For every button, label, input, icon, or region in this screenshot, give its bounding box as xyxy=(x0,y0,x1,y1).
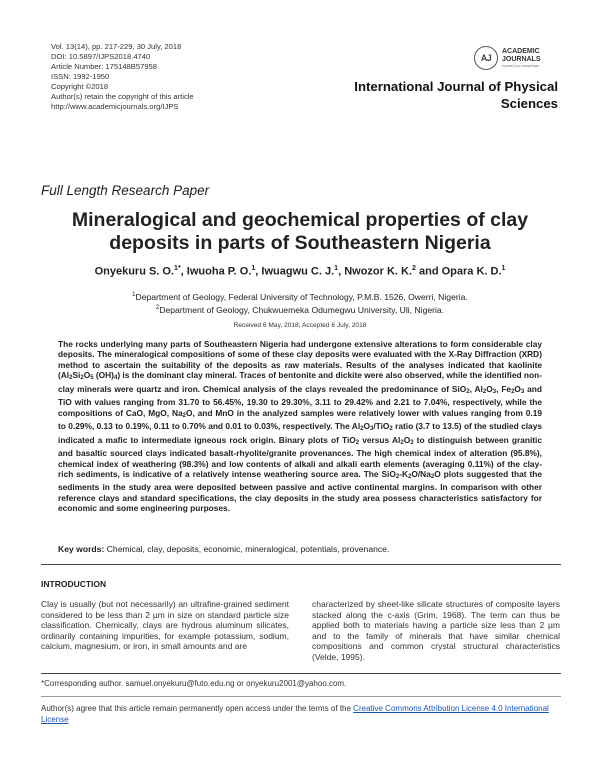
license-note xyxy=(41,704,561,725)
meta-line: Author(s) retain the copyright of this article xyxy=(51,92,194,101)
journal-name-line2: Sciences xyxy=(500,96,558,111)
footer-divider xyxy=(41,673,561,674)
author-list: Onyekuru S. O.$^{1*}$, Iwuoha P. O.$^1$, Iwuagwu C. J.$^1$, Nwozor K. K.$^2$ and Opara K. D.$^1$ xyxy=(94,265,506,278)
article-title xyxy=(40,209,560,255)
author-name: Onyekuru S. O. xyxy=(94,265,175,278)
journal-name xyxy=(258,78,558,112)
meta-line: ISSN: 1992-1950 xyxy=(51,72,110,81)
author-name: Nwozor K. K. xyxy=(344,265,413,278)
title-line1: Mineralogical and geochemical properties of clay xyxy=(71,209,529,231)
publisher-logo xyxy=(474,44,574,74)
author-mark: 2 xyxy=(412,265,416,272)
journal-name-line1: International Journal of Physical xyxy=(354,79,558,94)
affiliation xyxy=(40,303,560,316)
body-column-left: Clay is usually (but not necessarily) an ultrafine-grained sediment considered to be less than 2 µm in size on standard particle size classification. Chemically, clays are hydrous aluminum silicates, ordinarily containing impurities, for example potassium, sodium, calcium, magnesium, or iron, in small amounts and are xyxy=(41,599,289,652)
meta-line: http://www.academicjournals.org/IJPS xyxy=(51,102,179,111)
meta-line: Vol. 13(14), pp. 217-229, 30 July, 2018 xyxy=(51,42,182,51)
received-dates: Received 6 May, 2018; Accepted 6 July, 2018 xyxy=(233,322,367,329)
logo-mark-icon: AJ xyxy=(474,46,498,70)
author-name: Opara K. D. xyxy=(441,265,502,278)
footer-divider-2 xyxy=(41,696,561,697)
logo-name-line1: ACADEMIC xyxy=(502,48,540,55)
keywords-label: Key words: xyxy=(58,544,105,554)
affiliation-mark: 1 xyxy=(132,292,136,298)
license-link[interactable]: Creative Commons Attribution License 4.0 International License xyxy=(41,704,549,724)
logo-name xyxy=(502,48,541,64)
author-mark: 1* xyxy=(174,265,181,272)
author-name: Iwuoha P. O. xyxy=(186,265,252,278)
meta-line: Copyright ©2018 xyxy=(51,82,109,91)
logo-tagline: expand your knowledge xyxy=(502,64,539,68)
meta-line: Article Number: 175148B57958 xyxy=(51,62,157,71)
intro-heading: INTRODUCTION xyxy=(41,579,107,589)
author-mark: 1 xyxy=(251,265,256,272)
affiliation xyxy=(40,290,560,303)
author-mark: 1 xyxy=(334,265,339,272)
corresponding-author: *Corresponding author. samuel.onyekuru@futo.edu.ng or onyekuru2001@yahoo.com. xyxy=(41,679,347,688)
author-mark: 1 xyxy=(501,265,506,272)
affiliation-text: Department of Geology, Chukwuemeka Odumegwu University, Uli, Nigeria. xyxy=(159,305,445,316)
meta-line: DOI: 10.5897/IJPS2018.4740 xyxy=(51,52,151,61)
section-divider xyxy=(41,564,561,565)
affiliation-mark: 2 xyxy=(155,305,160,312)
author-name: Iwuagwu C. J. xyxy=(261,265,335,278)
body-column-right: characterized by sheet-like silicate structures of composite layers stacked along the c-axis (Grim, 1968). The term can thus be applied both to materials having a particle size less than 2 µm and to the family of minerals that have similar chemical compositions and common crystal structural characteristics (Velde, 1995). xyxy=(312,599,560,662)
abstract: The rocks underlying many parts of Southeastern Nigeria had undergone extensive alterations to form considerable clay deposits. The mineralogical compositions of some of these clay deposits were evaluated with the X-Ray Diffraction (XRD) method to ascertain the suitability of the deposits as raw materials. Results of the analyses indicated that kaolinite (Al2Si2O5 (OH)4) is the dominant clay mineral. Traces of bentonite and dickite were also observed, while the identified non-clay minerals were quartz and iron. Chemical analysis of the clays revealed the predominance of SiO2, Al2O3, Fe2O3 and TiO with values ranging from 31.70 to 56.45%, 19.30 to 29.30%, 3.11 to 29.42% and 2.21 to 7.04%, respectively, while the compositions of CaO, MgO, Na2O, and MnO in the analyzed samples were relatively lower with values ranging from 0.19 to 0.29%, 0.13 to 0.19%, 0.11 to 0.70% and 0.01 to 0.03%, respectively. The Al2O3/TiO2 ratio (3.7 to 13.5) of the studied clays indicated a mafic to intermediate igneous rock origin. Binary plots of TiO2 versus Al2O3 to distinguish between granitic and basaltic sourced clays indicated basalt-rhyolite/granite provenances. The high chemical index of alteration (95.8%), chemical index of weathering (98.3%) and low contents of alkali and alkali earth elements (averaging 0.11%) of the clay-rich sediments, is indicative of a relatively intense weathering source area. The SiO2-K2O/Na2O plots suggested that the sediments in the study area were deposited between passive and active continental margins. In comparison with other reference clays and standard specifications, the clay deposits in the study area possess characteristics satisfactory for economic and some engineering purposes. xyxy=(58,339,543,514)
license-text: Author(s) agree that this article remain permanently open access under the terms of the xyxy=(41,704,351,713)
logo-name-line2: JOURNALS xyxy=(502,56,541,63)
keywords-text: Chemical, clay, deposits, economic, mineralogical, potentials, provenance. xyxy=(106,544,390,554)
affiliation-text: Department of Geology, Federal University of Technology, P.M.B. 1526, Owerri, Nigeria. xyxy=(135,291,468,302)
title-line2: deposits in parts of Southeastern Nigeria xyxy=(109,232,491,254)
keywords xyxy=(58,544,542,554)
article-metadata xyxy=(51,42,194,112)
paper-type: Full Length Research Paper xyxy=(41,183,210,198)
affiliations xyxy=(40,290,560,317)
